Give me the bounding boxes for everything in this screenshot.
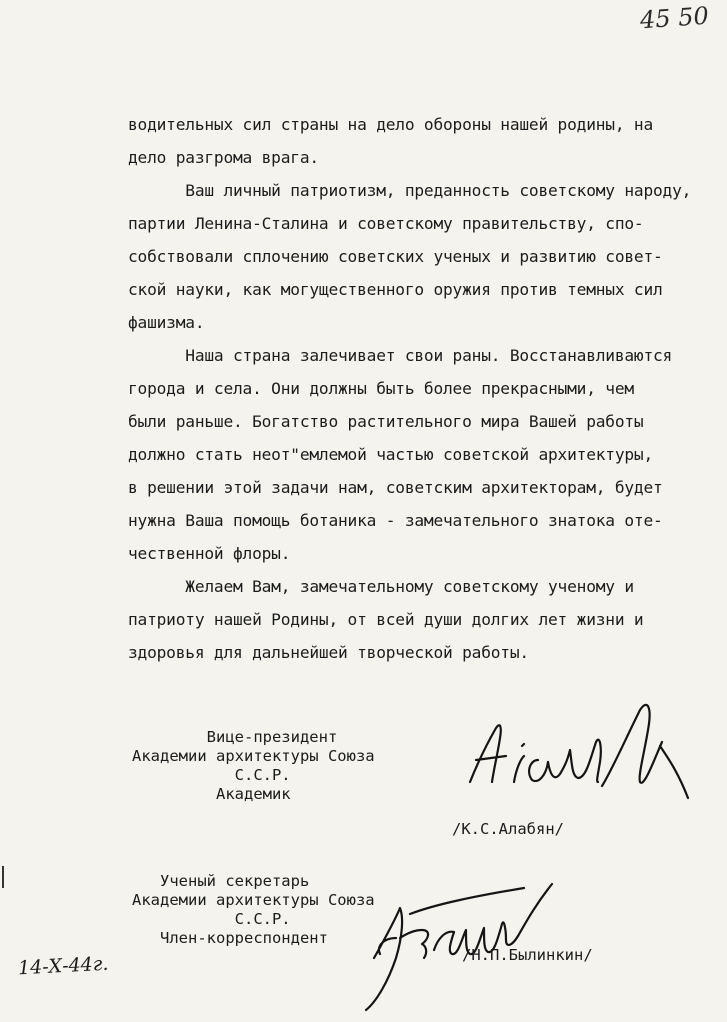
- margin-mark: [2, 866, 4, 888]
- body-line: дело разгрома врага.: [128, 148, 319, 167]
- letter-body: [128, 108, 708, 669]
- body-line: города и села. Они должны быть более прекрасными, чем: [128, 379, 634, 398]
- signatory2-name: /Н.П.Былинкин/: [462, 946, 593, 964]
- body-line: были раньше. Богатство растительного мира Вашей работы: [128, 412, 644, 431]
- body-line: Желаем Вам, замечательному советскому ученому и: [128, 577, 634, 596]
- body-line: фашизма.: [128, 313, 205, 332]
- handwritten-date: 14-Х-44г.: [17, 952, 109, 980]
- signatory1-title-block: [132, 728, 375, 804]
- body-line: здоровья для дальнейшей творческой работы.: [128, 643, 529, 662]
- body-line: Наша страна залечивает свои раны. Восстанавливаются: [128, 346, 673, 365]
- body-line: собствовали сплочению советских ученых и развитию совет-: [128, 247, 663, 266]
- body-line: нужна Ваша помощь ботаника - замечательного знатока оте-: [128, 511, 663, 530]
- signatory1-title-line: Академии архитектуры Союза: [132, 747, 375, 765]
- signatory1-title-line: С.С.Р.: [132, 766, 291, 784]
- body-line: Ваш личный патриотизм, преданность советскому народу,: [128, 181, 692, 200]
- signatory2-title-block: [132, 872, 375, 948]
- body-line: патриоту нашей Родины, от всей души долгих лет жизни и: [128, 610, 644, 629]
- signatory2-title-line: Ученый секретарь: [132, 872, 310, 890]
- signatory1-name: /К.С.Алабян/: [452, 820, 564, 838]
- body-line: водительных сил страны на дело обороны нашей родины, на: [128, 115, 654, 134]
- signatory2-title-line: Член-корреспондент: [132, 929, 328, 947]
- signatory1-title-line: Академик: [132, 785, 291, 803]
- body-line: в решении этой задачи нам, советским архитекторам, будет: [128, 478, 663, 497]
- signature-alabyan: [462, 690, 702, 810]
- signatory1-title-line: Вице-президент: [132, 728, 338, 746]
- body-line: чественной флоры.: [128, 544, 291, 563]
- body-line: должно стать неот"емлемой частью советской архитектуры,: [128, 445, 654, 464]
- signatory2-title-line: Академии архитектуры Союза: [132, 891, 375, 909]
- signatory2-title-line: С.С.Р.: [132, 910, 291, 928]
- page-folio-number: 45 50: [639, 1, 710, 35]
- body-line: ской науки, как могущественного оружия против темных сил: [128, 280, 663, 299]
- body-line: партии Ленина-Сталина и советскому правительству, спо-: [128, 214, 644, 233]
